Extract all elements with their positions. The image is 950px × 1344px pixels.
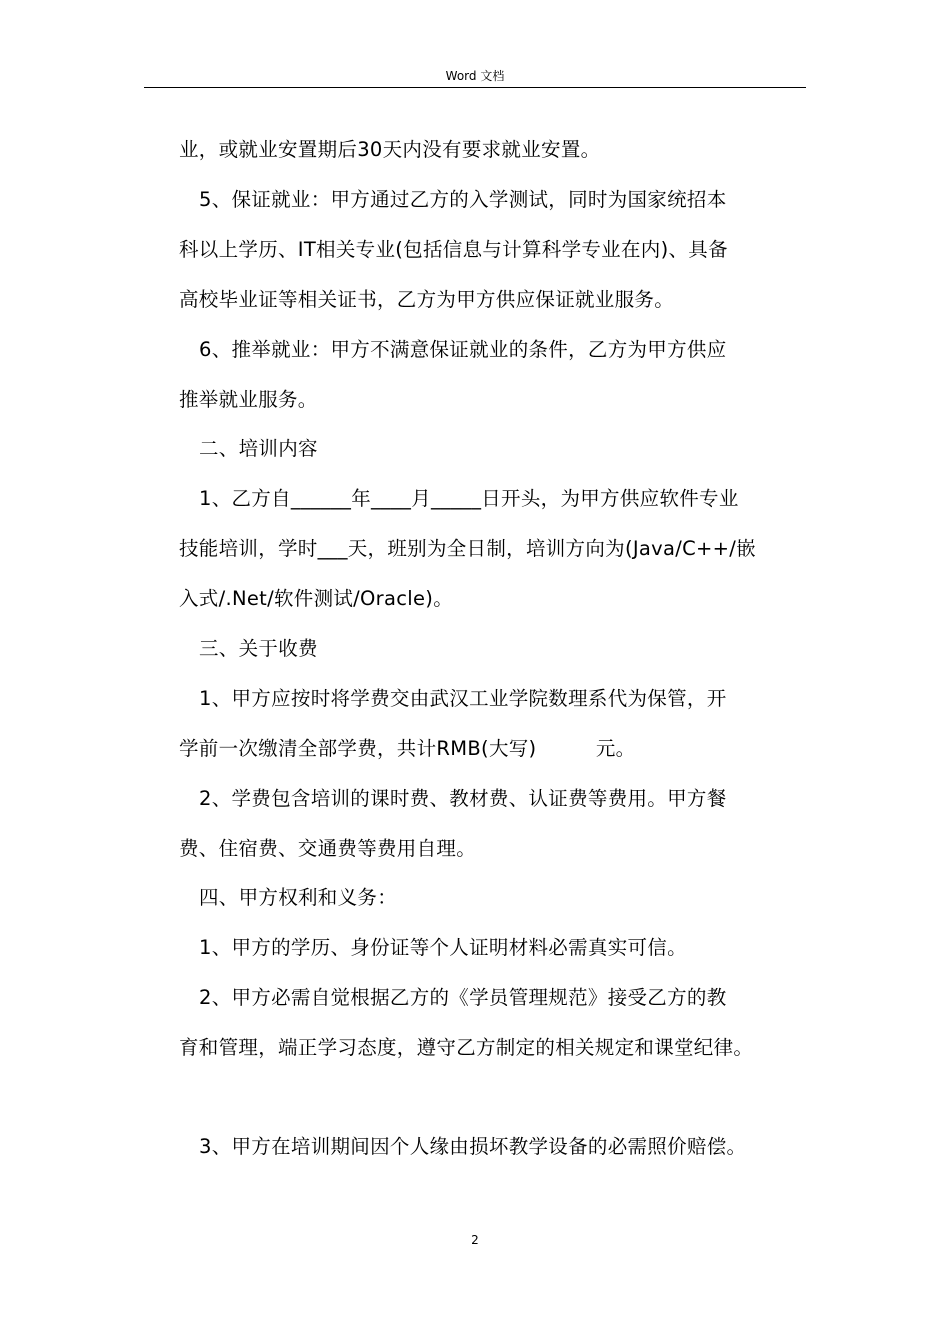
text-line: 业，或就业安置期后30天内没有要求就业安置。 (179, 138, 601, 161)
text-line: 科以上学历、IT相关专业(包括信息与计算科学专业在内)、具备 (179, 238, 728, 261)
text-line: 学前一次缴清全部学费，共计RMB(大写) 元。 (179, 737, 636, 760)
text-line: 技能培训，学时___天，班别为全日制，培训方向为(Java/C++/嵌 (179, 537, 756, 560)
text-line: 育和管理，端正学习态度，遵守乙方制定的相关规定和课堂纪律。 (179, 1036, 754, 1059)
text-line: 6、推举就业：甲方不满意保证就业的条件，乙方为甲方供应 (199, 338, 727, 361)
text-line: 费、住宿费、交通费等费用自理。 (179, 837, 477, 860)
text-line: 1、甲方的学历、身份证等个人证明材料必需真实可信。 (199, 936, 687, 959)
header-title: Word 文档 (445, 69, 505, 83)
section-heading: 二、培训内容 (199, 437, 318, 460)
text-line: 高校毕业证等相关证书，乙方为甲方供应保证就业服务。 (179, 288, 675, 311)
text-line: 2、学费包含培训的课时费、教材费、认证费等费用。甲方餐 (199, 787, 727, 810)
text-line: 1、甲方应按时将学费交由武汉工业学院数理系代为保管，开 (199, 687, 727, 710)
text-line: 1、乙方自______年____月_____日开头，为甲方供应软件专业 (199, 487, 739, 510)
header-rule (144, 87, 806, 88)
page-number: 2 (471, 1233, 479, 1247)
text-line: 2、甲方必需自觉根据乙方的《学员管理规范》接受乙方的教 (199, 986, 727, 1009)
section-heading: 四、甲方权利和义务： (199, 886, 398, 909)
text-line: 推举就业服务。 (179, 388, 318, 411)
text-line: 3、甲方在培训期间因个人缘由损坏教学设备的必需照价赔偿。 (199, 1135, 747, 1158)
section-heading: 三、关于收费 (199, 637, 318, 660)
text-line: 5、保证就业：甲方通过乙方的入学测试，同时为国家统招本 (199, 188, 727, 211)
text-line: 入式/.Net/软件测试/Oracle)。 (179, 587, 453, 610)
